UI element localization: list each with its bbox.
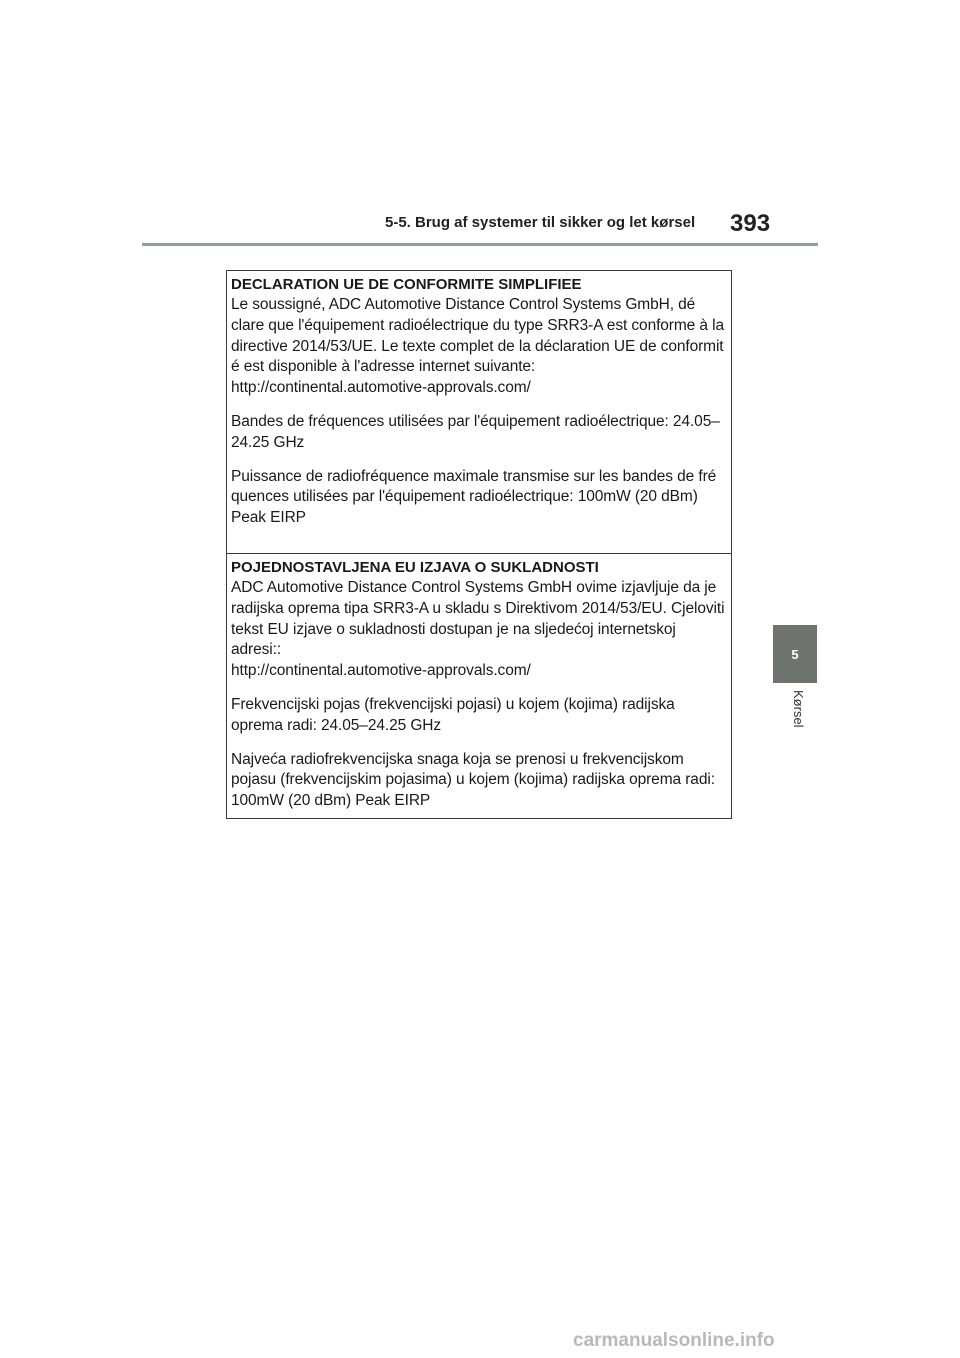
header-divider [142, 243, 818, 246]
text-line: tekst EU izjave o sukladnosti dostupan je na sljedećoj internetskoj [231, 620, 676, 638]
section-title: 5-5. Brug af systemer til sikker og let kørsel [385, 214, 696, 231]
text-line: oprema radi: 24.05–24.25 GHz [231, 716, 442, 734]
text-line: Puissance de radiofréquence maximale transmise sur les bandes de fré [231, 467, 717, 485]
text-line: 24.25 GHz [231, 433, 305, 451]
text-line: adresi:: [231, 641, 282, 659]
text-line: quences utilisées par l'équipement radioélectrique: 100mW (20 dBm) [231, 488, 698, 506]
chapter-label: Kørsel [791, 690, 806, 728]
text-line: Bandes de fréquences utilisées par l'équipement radioélectrique: 24.05– [231, 412, 720, 430]
declaration-box [226, 270, 732, 819]
paragraph [231, 412, 727, 454]
text-line: Peak EIRP [231, 509, 306, 527]
url-line: http://continental.automotive-approvals.com/ [231, 379, 531, 397]
text-line: 100mW (20 dBm) Peak EIRP [231, 792, 431, 810]
section-heading: DECLARATION UE DE CONFORMITE SIMPLIFIEE [231, 276, 582, 293]
text-line: ADC Automotive Distance Control Systems GmbH ovime izjavljuje da je [231, 579, 717, 596]
text-line: clare que l'équipement radioélectrique du type SRR3-A est conforme à la [231, 316, 725, 334]
section-heading: POJEDNOSTAVLJENA EU IZJAVA O SUKLADNOSTI [231, 559, 599, 576]
declaration-section-french [227, 271, 731, 554]
paragraph [231, 578, 727, 682]
declaration-section-croatian [227, 554, 731, 818]
text-line: é est disponible à l'adresse internet suivante: [231, 358, 536, 376]
text-line: directive 2014/53/UE. Le texte complet de la déclaration UE de conformit [231, 337, 724, 355]
paragraph [231, 295, 727, 399]
paragraph [231, 695, 727, 737]
watermark: carmanualsonline.info [573, 1330, 775, 1351]
text-line: pojasu (frekvencijskim pojasima) u kojem (kojima) radijska oprema radi: [231, 771, 715, 789]
chapter-number: 5 [791, 646, 799, 662]
page-number: 393 [730, 210, 771, 237]
paragraph [231, 750, 727, 812]
text-line: Najveća radiofrekvencijska snaga koja se prenosi u frekvencijskom [231, 750, 684, 768]
text-line: Frekvencijski pojas (frekvencijski pojasi) u kojem (kojima) radijska [231, 695, 675, 713]
url-line: http://continental.automotive-approvals.com/ [231, 662, 531, 680]
text-line: radijska oprema tipa SRR3-A u skladu s Direktivom 2014/53/EU. Cjeloviti [231, 599, 725, 617]
chapter-tab[interactable] [773, 625, 817, 683]
text-line: Le soussigné, ADC Automotive Distance Control Systems GmbH, dé [231, 296, 696, 313]
paragraph [231, 467, 727, 529]
